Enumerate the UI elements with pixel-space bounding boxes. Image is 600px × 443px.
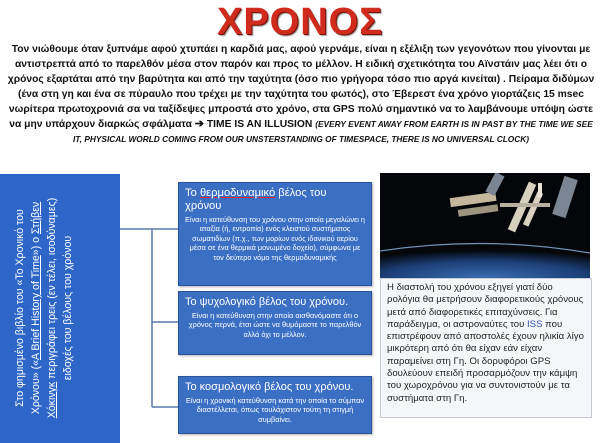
iss-photo (380, 173, 590, 278)
thermo-heading-suffix: βέλος του χρόνου (185, 187, 327, 212)
caption-text-2: που επιστρέφουν από αποστολές έχουν ηλικία λίγο μικρότερη από ότι θα είχαν εάν είχαν παραμείνει στη Γη. Οι δορυφόροι GPS δουλεύουν επειδή προσαρμόζουν την κάμψη του χωροχρόνου για να συντονιστούν με τα συστήματα στη Γη. (387, 318, 584, 404)
page-title: ΧΡΟΝΟΣ (216, 1, 384, 43)
thermo-heading-prefix: Το (185, 187, 200, 199)
hawking-link[interactable]: Στήβεν Χόκινγκ (30, 201, 58, 419)
cosmological-body: Είναι η χρονική κατεύθυνση κατά την οποία το σύμπαν διαστέλλεται, όπως τουλάχιστον τούτη τη στιγμή συμβαίνει. (185, 396, 365, 424)
cosmological-heading: Το κοσμολογικό βέλος του χρόνου. (185, 381, 354, 393)
hawking-side-panel (0, 174, 120, 443)
bracket-connector (120, 174, 180, 434)
side-text-2: ») ο (30, 234, 42, 256)
side-text-3: περιγράφει τρεις (εν τέλει, ισοδύναμες) ειδοχές του βέλους του χρόνου (46, 197, 74, 382)
illusion-statement: TIME IS AN ILLUSION (206, 119, 313, 130)
iss-link[interactable]: ISS (527, 318, 543, 330)
illusion-note: (EVERY EVENT AWAY FROM EARTH IS IN PAST BY THE TIME WE SEE IT, PHYSICAL WORLD COMING FROM OUR UNSTERSTANDING OF TIMESPACE, THERE IS NO UNIVERSAL CLOCK) (72, 119, 593, 144)
caption-text-1: Η διαστολή του χρόνου εξηγεί γιατί δύο ρολόγια θα μετρήσουν διαφορετικούς χρόνους μετά από διαφορετικές επιταχύνσεις. Για παράδειγμα, οι αστροναύτες του (387, 282, 584, 330)
brief-history-link[interactable]: A Brief History of Time (30, 255, 42, 360)
thermodynamic-body: Είναι η κατεύθυνση του χρόνου στην οποία μεγαλώνει η αταξία (ή, εντροπία) ενός κλειστού συστήματος σωματιδίων (π.χ., των μορίων ενός ιδανικού αερίου μέσα σε ένα θερμικά μονωμένο δοχείο), σύμφωνα με τον δεύτερο νόμο της θερμοδυναμικής (185, 215, 365, 262)
arrow-icon: ➔ (194, 118, 205, 130)
iss-photo-image (380, 173, 590, 278)
thermodynamic-heading (185, 187, 365, 213)
intro-text: Τον νιώθουμε όταν ξυπνάμε αφού χτυπάει η καρδιά μας, αφού γερνάμε, είναι η εξέλιξη των γεγονότων που γίνονται με αντιστρεπτά από το παρελθόν μέσα στον παρόν και προς το μέλλον. Η ειδική σχετικότητα του Αϊνστάιν μας λέει ότι ο χρόνος εξαρτάται από την βαρύτητα και από την ταχύτητα (όσο πιο γρήγορα τόσο πιο αργά κινείται) . Πείραμα διδύμων (ένα στη γη και ένα σε πύραυλο που τρέχει με την ταχύτητα του φωτός), στο Έβερεστ ένα χρόνο γιορτάζεις 15 msec νωρίτερα πρωτοχρονιά σα να ταξίδεψες μπροστά στο χρόνο, στα GPS πολύ σημαντικό να το λαμβάνουμε υπόψη ώστε να μην υπάρχουν διαρκώς σφάλματα (7, 44, 595, 130)
psychological-arrow-box (178, 291, 372, 355)
psychological-body: Είναι η κατεύθυνση στην οποία αισθανόμαστε ότι ο χρόνος περνά, έτσι ώστε να θυμόμαστε το παρελθόν αλλά όχι το μέλλον. (188, 311, 362, 339)
thermodynamic-arrow-box (178, 182, 372, 286)
hawking-side-text (12, 188, 108, 428)
thermodynamic-link[interactable]: θερμοδυναμικό (199, 187, 276, 199)
side-text-1: Στο φημισμένο βιβλίο του «Το Χρονικό του Χρόνου» (« (14, 209, 42, 415)
cosmological-arrow-box (178, 376, 372, 434)
intro-paragraph (6, 42, 596, 147)
iss-caption (380, 278, 592, 418)
psychological-heading: Το ψυχολογικό βέλος του χρόνου. (185, 296, 349, 308)
